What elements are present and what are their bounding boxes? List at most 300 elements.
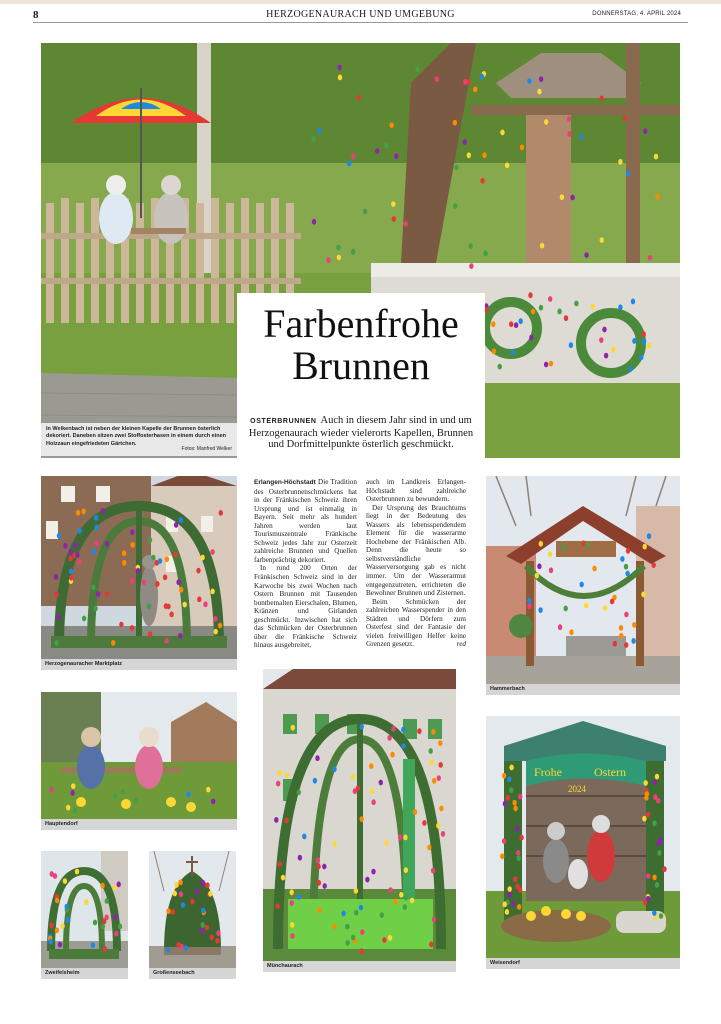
easter-egg-decoration: [278, 861, 282, 867]
easter-egg-decoration: [178, 633, 182, 639]
easter-egg-decoration: [652, 562, 656, 568]
easter-egg-decoration: [55, 927, 59, 933]
easter-egg-decoration: [599, 337, 603, 343]
easter-egg-decoration: [134, 798, 138, 804]
easter-egg-decoration: [337, 65, 341, 71]
easter-egg-decoration: [369, 763, 373, 769]
easter-egg-decoration: [290, 889, 294, 895]
headline-line-2: Brunnen: [292, 343, 430, 388]
easter-egg-decoration: [548, 296, 552, 302]
easter-egg-decoration: [176, 579, 180, 585]
easter-egg-decoration: [503, 902, 507, 908]
easter-egg-decoration: [514, 322, 518, 328]
easter-egg-decoration: [540, 243, 544, 249]
easter-egg-decoration: [410, 898, 414, 904]
easter-egg-decoration: [63, 543, 67, 549]
easter-egg-decoration: [624, 612, 628, 618]
easter-egg-decoration: [131, 542, 135, 548]
easter-egg-decoration: [174, 882, 178, 888]
easter-egg-decoration: [579, 134, 583, 140]
easter-egg-decoration: [648, 255, 652, 261]
easter-egg-decoration: [655, 194, 659, 200]
easter-egg-decoration: [453, 203, 457, 209]
easter-egg-decoration: [315, 755, 319, 761]
easter-egg-decoration: [332, 924, 336, 930]
easter-egg-decoration: [429, 941, 433, 947]
easter-egg-decoration: [317, 880, 321, 886]
easter-egg-decoration: [643, 900, 647, 906]
easter-egg-decoration: [509, 765, 513, 771]
easter-egg-decoration: [564, 315, 568, 321]
easter-egg-decoration: [527, 78, 531, 84]
easter-egg-decoration: [171, 909, 175, 915]
easter-egg-decoration: [469, 263, 473, 269]
easter-egg-decoration: [163, 574, 167, 580]
lead-paragraph: [247, 415, 475, 451]
easter-egg-decoration: [69, 556, 73, 562]
easter-egg-decoration: [580, 582, 584, 588]
top-strip: [0, 0, 721, 4]
easter-egg-decoration: [277, 770, 281, 776]
easter-egg-decoration: [201, 880, 205, 886]
easter-egg-decoration: [316, 864, 320, 870]
easter-egg-decoration: [311, 136, 315, 142]
easter-egg-decoration: [360, 816, 364, 822]
easter-egg-decoration: [49, 922, 53, 928]
easter-egg-decoration: [399, 892, 403, 898]
easter-egg-decoration: [371, 799, 375, 805]
page-number: 8: [33, 9, 39, 21]
easter-egg-decoration: [332, 766, 336, 772]
easter-egg-decoration: [332, 841, 336, 847]
easter-egg-decoration: [173, 891, 177, 897]
easter-egg-decoration: [101, 924, 105, 930]
sign-ostern: Ostern: [594, 765, 626, 779]
easter-egg-decoration: [68, 549, 72, 555]
easter-egg-decoration: [291, 725, 295, 731]
easter-egg-decoration: [610, 599, 614, 605]
easter-egg-decoration: [641, 592, 645, 598]
easter-egg-decoration: [360, 724, 364, 730]
easter-egg-decoration: [290, 933, 294, 939]
easter-egg-decoration: [142, 579, 146, 585]
caption-marktplatz: Herzogenauracher Marktplatz: [41, 659, 237, 670]
easter-egg-decoration: [624, 642, 628, 648]
easter-egg-decoration: [351, 153, 355, 159]
easter-egg-decoration: [312, 219, 316, 225]
easter-egg-decoration: [147, 603, 151, 609]
easter-egg-decoration: [214, 629, 218, 635]
easter-egg-decoration: [539, 541, 543, 547]
easter-egg-decoration: [646, 873, 650, 879]
easter-egg-decoration: [618, 159, 622, 165]
easter-egg-decoration: [181, 902, 185, 908]
easter-egg-decoration: [401, 727, 405, 733]
easter-egg-decoration: [290, 922, 294, 928]
easter-egg-decoration: [507, 892, 511, 898]
easter-egg-decoration: [380, 912, 384, 918]
easter-egg-decoration: [644, 780, 648, 786]
easter-egg-decoration: [527, 598, 531, 604]
easter-egg-decoration: [569, 629, 573, 635]
easter-egg-decoration: [500, 130, 504, 136]
easter-egg-decoration: [91, 585, 95, 591]
easter-egg-decoration: [158, 558, 162, 564]
easter-egg-decoration: [360, 929, 364, 935]
easter-egg-decoration: [174, 522, 178, 528]
easter-egg-decoration: [618, 304, 622, 310]
easter-egg-decoration: [403, 904, 407, 910]
easter-egg-decoration: [591, 304, 595, 310]
easter-egg-decoration: [94, 515, 98, 521]
easter-egg-decoration: [500, 853, 504, 859]
caption-hammerbach: Hammerbach: [486, 684, 680, 695]
easter-egg-decoration: [432, 917, 436, 923]
easter-egg-decoration: [201, 922, 205, 928]
easter-egg-decoration: [404, 867, 408, 873]
easter-egg-decoration: [65, 904, 69, 910]
easter-egg-decoration: [652, 910, 656, 916]
easter-egg-decoration: [401, 743, 405, 749]
easter-egg-decoration: [537, 89, 541, 95]
easter-egg-decoration: [179, 517, 183, 523]
body-column-1: [254, 478, 357, 678]
easter-egg-decoration: [619, 625, 623, 631]
easter-egg-decoration: [469, 243, 473, 249]
easter-egg-decoration: [351, 249, 355, 255]
easter-egg-decoration: [54, 574, 58, 580]
easter-egg-decoration: [49, 939, 53, 945]
easter-egg-decoration: [463, 79, 467, 85]
easter-egg-decoration: [201, 908, 205, 914]
easter-egg-decoration: [626, 171, 630, 177]
easter-egg-decoration: [215, 938, 219, 944]
easter-egg-decoration: [515, 884, 519, 890]
easter-egg-decoration: [436, 823, 440, 829]
dateline: Erlangen-Höchstadt: [254, 479, 316, 486]
easter-egg-decoration: [655, 882, 659, 888]
photo-hauptendorf: [41, 692, 237, 819]
easter-egg-decoration: [210, 589, 214, 595]
easter-egg-decoration: [539, 76, 543, 82]
easter-egg-decoration: [527, 603, 531, 609]
easter-egg-decoration: [208, 891, 212, 897]
photo-zweifelsheim: [41, 851, 128, 968]
easter-egg-decoration: [345, 924, 349, 930]
easter-egg-decoration: [632, 338, 636, 344]
easter-egg-decoration: [336, 245, 340, 251]
easter-egg-decoration: [76, 510, 80, 516]
easter-egg-decoration: [82, 616, 86, 622]
caption-muenchaurach: Münchaurach: [263, 961, 456, 972]
easter-egg-decoration: [529, 335, 533, 341]
easter-egg-decoration: [439, 762, 443, 768]
easter-egg-decoration: [647, 533, 651, 539]
photo-marktplatz: [41, 476, 237, 659]
easter-egg-decoration: [560, 194, 564, 200]
easter-egg-decoration: [631, 638, 635, 644]
easter-egg-decoration: [379, 780, 383, 786]
easter-egg-decoration: [316, 857, 320, 863]
easter-egg-decoration: [356, 785, 360, 791]
easter-egg-decoration: [437, 775, 441, 781]
section-title: HERZOGENAURACH UND UMGEBUNG: [266, 9, 455, 20]
easter-egg-decoration: [66, 917, 70, 923]
easter-egg-decoration: [480, 74, 484, 80]
easter-egg-decoration: [275, 903, 279, 909]
easter-egg-decoration: [624, 564, 628, 570]
easter-egg-decoration: [298, 855, 302, 861]
easter-egg-decoration: [281, 875, 285, 881]
easter-egg-decoration: [498, 364, 502, 370]
easter-egg-decoration: [285, 818, 289, 824]
easter-egg-decoration: [519, 318, 523, 324]
easter-egg-decoration: [653, 779, 657, 785]
lead-box: [237, 403, 485, 466]
easter-egg-decoration: [655, 774, 659, 780]
photo-hammerbach: [486, 476, 680, 684]
easter-egg-decoration: [370, 788, 374, 794]
easter-egg-decoration: [549, 567, 553, 573]
easter-egg-decoration: [600, 96, 604, 102]
easter-egg-decoration: [183, 602, 187, 608]
easter-egg-decoration: [354, 888, 358, 894]
easter-egg-decoration: [351, 935, 355, 941]
easter-egg-decoration: [345, 940, 349, 946]
easter-egg-decoration: [659, 913, 663, 919]
easter-egg-decoration: [503, 801, 507, 807]
easter-egg-decoration: [69, 575, 73, 581]
easter-egg-decoration: [70, 790, 74, 796]
easter-egg-decoration: [81, 509, 85, 515]
easter-egg-decoration: [656, 841, 660, 847]
easter-egg-decoration: [492, 348, 496, 354]
easter-egg-decoration: [200, 555, 204, 561]
easter-egg-decoration: [643, 544, 647, 550]
easter-egg-decoration: [203, 601, 207, 607]
easter-egg-decoration: [93, 606, 97, 612]
easter-egg-decoration: [517, 904, 521, 910]
easter-egg-decoration: [413, 809, 417, 815]
easter-egg-decoration: [184, 945, 188, 951]
easter-egg-decoration: [639, 354, 643, 360]
easter-egg-decoration: [326, 257, 330, 263]
easter-egg-decoration: [502, 773, 506, 779]
photo-muenchaurach: [263, 669, 456, 961]
photo-credit: Fotos: Manfred Welker: [181, 445, 232, 452]
easter-egg-decoration: [165, 556, 169, 562]
easter-egg-decoration: [549, 361, 553, 367]
easter-egg-decoration: [647, 343, 651, 349]
easter-egg-decoration: [652, 875, 656, 881]
easter-egg-decoration: [623, 116, 627, 122]
easter-egg-decoration: [317, 907, 321, 913]
kicker: OSTERBRUNNEN: [250, 418, 317, 425]
easter-egg-decoration: [130, 625, 134, 631]
easter-egg-decoration: [276, 781, 280, 787]
easter-egg-decoration: [585, 542, 589, 548]
easter-egg-decoration: [210, 549, 214, 555]
easter-egg-decoration: [584, 603, 588, 609]
easter-egg-decoration: [516, 855, 520, 861]
easter-egg-decoration: [564, 606, 568, 612]
easter-egg-decoration: [200, 928, 204, 934]
body-text-2: In rund 200 Orten der Fränkischen Schweiz sind in der Karwoche bis zwei Wochen nach Ostern Brunnen mit Tausenden buntbemalten Eierschalen, Blumen, Kränzen und Girlanden geschmückt. Inzwischen hat sich das Schmücken der Osterbrunnen über die Fränkische Schweiz hinaus ausgebreitet,: [254, 564, 357, 650]
easter-egg-decoration: [206, 787, 210, 793]
easter-egg-decoration: [453, 120, 457, 126]
easter-egg-decoration: [662, 866, 666, 872]
easter-egg-decoration: [531, 309, 535, 315]
easter-egg-decoration: [393, 899, 397, 905]
easter-egg-decoration: [101, 508, 105, 514]
easter-egg-decoration: [164, 603, 168, 609]
easter-egg-decoration: [53, 873, 57, 879]
easter-egg-decoration: [398, 834, 402, 840]
easter-egg-decoration: [351, 774, 355, 780]
easter-egg-decoration: [213, 616, 217, 622]
headline-line-1: Farbenfrohe: [263, 301, 459, 346]
easter-egg-decoration: [60, 923, 64, 929]
easter-egg-decoration: [58, 942, 62, 948]
easter-egg-decoration: [274, 817, 278, 823]
easter-egg-decoration: [512, 800, 516, 806]
easter-egg-decoration: [57, 614, 61, 620]
easter-egg-decoration: [105, 591, 109, 597]
easter-egg-decoration: [164, 638, 168, 644]
easter-egg-decoration: [363, 209, 367, 215]
easter-egg-decoration: [73, 808, 77, 814]
easter-egg-decoration: [611, 347, 615, 353]
easter-egg-decoration: [581, 540, 585, 546]
easter-egg-decoration: [173, 551, 177, 557]
easter-egg-decoration: [544, 119, 548, 125]
easter-egg-decoration: [63, 878, 67, 884]
easter-egg-decoration: [569, 342, 573, 348]
easter-egg-decoration: [130, 578, 134, 584]
easter-egg-decoration: [297, 894, 301, 900]
easter-egg-decoration: [92, 549, 96, 555]
easter-egg-decoration: [417, 728, 421, 734]
easter-egg-decoration: [91, 942, 95, 948]
easter-egg-decoration: [197, 596, 201, 602]
easter-egg-decoration: [122, 550, 126, 556]
easter-egg-decoration: [544, 362, 548, 368]
easter-egg-decoration: [84, 899, 88, 905]
easter-egg-decoration: [371, 869, 375, 875]
easter-egg-decoration: [427, 845, 431, 851]
easter-egg-decoration: [216, 930, 220, 936]
easter-egg-decoration: [77, 559, 81, 565]
easter-egg-decoration: [439, 806, 443, 812]
easter-egg-decoration: [632, 622, 636, 628]
easter-egg-decoration: [69, 569, 73, 575]
easter-egg-decoration: [95, 541, 99, 547]
easter-egg-decoration: [75, 869, 79, 875]
easter-egg-decoration: [429, 748, 433, 754]
easter-egg-decoration: [509, 787, 513, 793]
easter-egg-decoration: [584, 252, 588, 258]
easter-egg-decoration: [429, 760, 433, 766]
easter-egg-decoration: [557, 309, 561, 315]
easter-egg-decoration: [404, 895, 408, 901]
easter-egg-decoration: [122, 560, 126, 566]
easter-egg-decoration: [78, 528, 82, 534]
easter-egg-decoration: [482, 152, 486, 158]
easter-egg-decoration: [520, 145, 524, 151]
easter-egg-decoration: [75, 552, 79, 558]
easter-egg-decoration: [454, 165, 458, 171]
easter-egg-decoration: [473, 86, 477, 92]
easter-egg-decoration: [341, 911, 345, 917]
headline: [237, 293, 485, 387]
easter-egg-decoration: [508, 886, 512, 892]
easter-egg-decoration: [388, 887, 392, 893]
easter-egg-decoration: [642, 816, 646, 822]
easter-egg-decoration: [467, 152, 471, 158]
easter-egg-decoration: [389, 122, 393, 128]
easter-egg-decoration: [654, 154, 658, 160]
easter-egg-decoration: [390, 752, 394, 758]
easter-egg-decoration: [119, 622, 123, 628]
easter-egg-decoration: [179, 587, 183, 593]
easter-egg-decoration: [375, 148, 379, 154]
easter-egg-decoration: [432, 778, 436, 784]
easter-egg-decoration: [302, 834, 306, 840]
easter-egg-decoration: [539, 305, 543, 311]
easter-egg-decoration: [620, 556, 624, 562]
easter-egg-decoration: [631, 299, 635, 305]
easter-egg-decoration: [285, 722, 289, 728]
easter-egg-decoration: [602, 327, 606, 333]
easter-egg-decoration: [657, 850, 661, 856]
lead-text: Auch in diesem Jahr sind in und um Herzogenaurach wieder vielerorts Kapellen, Brunnen und Dorfmittelpunkte österlich geschmückt.: [248, 415, 474, 450]
easter-egg-decoration: [567, 116, 571, 122]
main-photo-caption: [41, 423, 237, 456]
easter-egg-decoration: [463, 139, 467, 145]
body-text-3: auch im Landkreis Erlangen-Höchstadt sind zahlreiche Osterbrunnen zu bewundern.: [366, 478, 466, 504]
easter-egg-decoration: [338, 75, 342, 81]
easter-egg-decoration: [219, 510, 223, 516]
sign-frohe: Frohe: [534, 765, 562, 779]
easter-egg-decoration: [111, 640, 115, 646]
easter-egg-decoration: [218, 623, 222, 629]
easter-egg-decoration: [511, 901, 515, 907]
easter-egg-decoration: [600, 237, 604, 243]
easter-egg-decoration: [57, 533, 61, 539]
easter-egg-decoration: [317, 128, 321, 134]
easter-egg-decoration: [392, 216, 396, 222]
easter-egg-decoration: [382, 937, 386, 943]
easter-egg-decoration: [548, 551, 552, 557]
easter-egg-decoration: [155, 581, 159, 587]
easter-egg-decoration: [502, 838, 506, 844]
easter-egg-decoration: [642, 339, 646, 345]
author-signature: red: [456, 640, 466, 649]
easter-egg-decoration: [422, 820, 426, 826]
body-text-4: Der Ursprung des Brauchtums liegt in der Bedeutung des Wassers als lebensspendendem Element für die wasserarme Hochebene der Fränkischen Alb. Denn die heute so selbstverständliche Wasserversorgung gab es nicht immer. Um der Wasserarmut entgegenzutreten, errichteten die Bewohner Brunnen und Zisternen.: [366, 503, 466, 598]
easter-egg-decoration: [613, 641, 617, 647]
easter-egg-decoration: [148, 631, 152, 637]
main-caption-text: In Welkenbach ist neben der kleinen Kapelle der Brunnen österlich dekoriert. Daneben sitzen zwei Stoffosterhasen in einem durch einen Holzzaun eingefriedeten Gärtchen.: [46, 426, 227, 447]
easter-egg-decoration: [347, 161, 351, 167]
easter-egg-decoration: [113, 793, 117, 799]
easter-egg-decoration: [94, 525, 98, 531]
easter-egg-decoration: [196, 568, 200, 574]
easter-egg-decoration: [105, 898, 109, 904]
easter-egg-decoration: [403, 835, 407, 841]
easter-egg-decoration: [574, 301, 578, 307]
easter-egg-decoration: [49, 787, 53, 793]
